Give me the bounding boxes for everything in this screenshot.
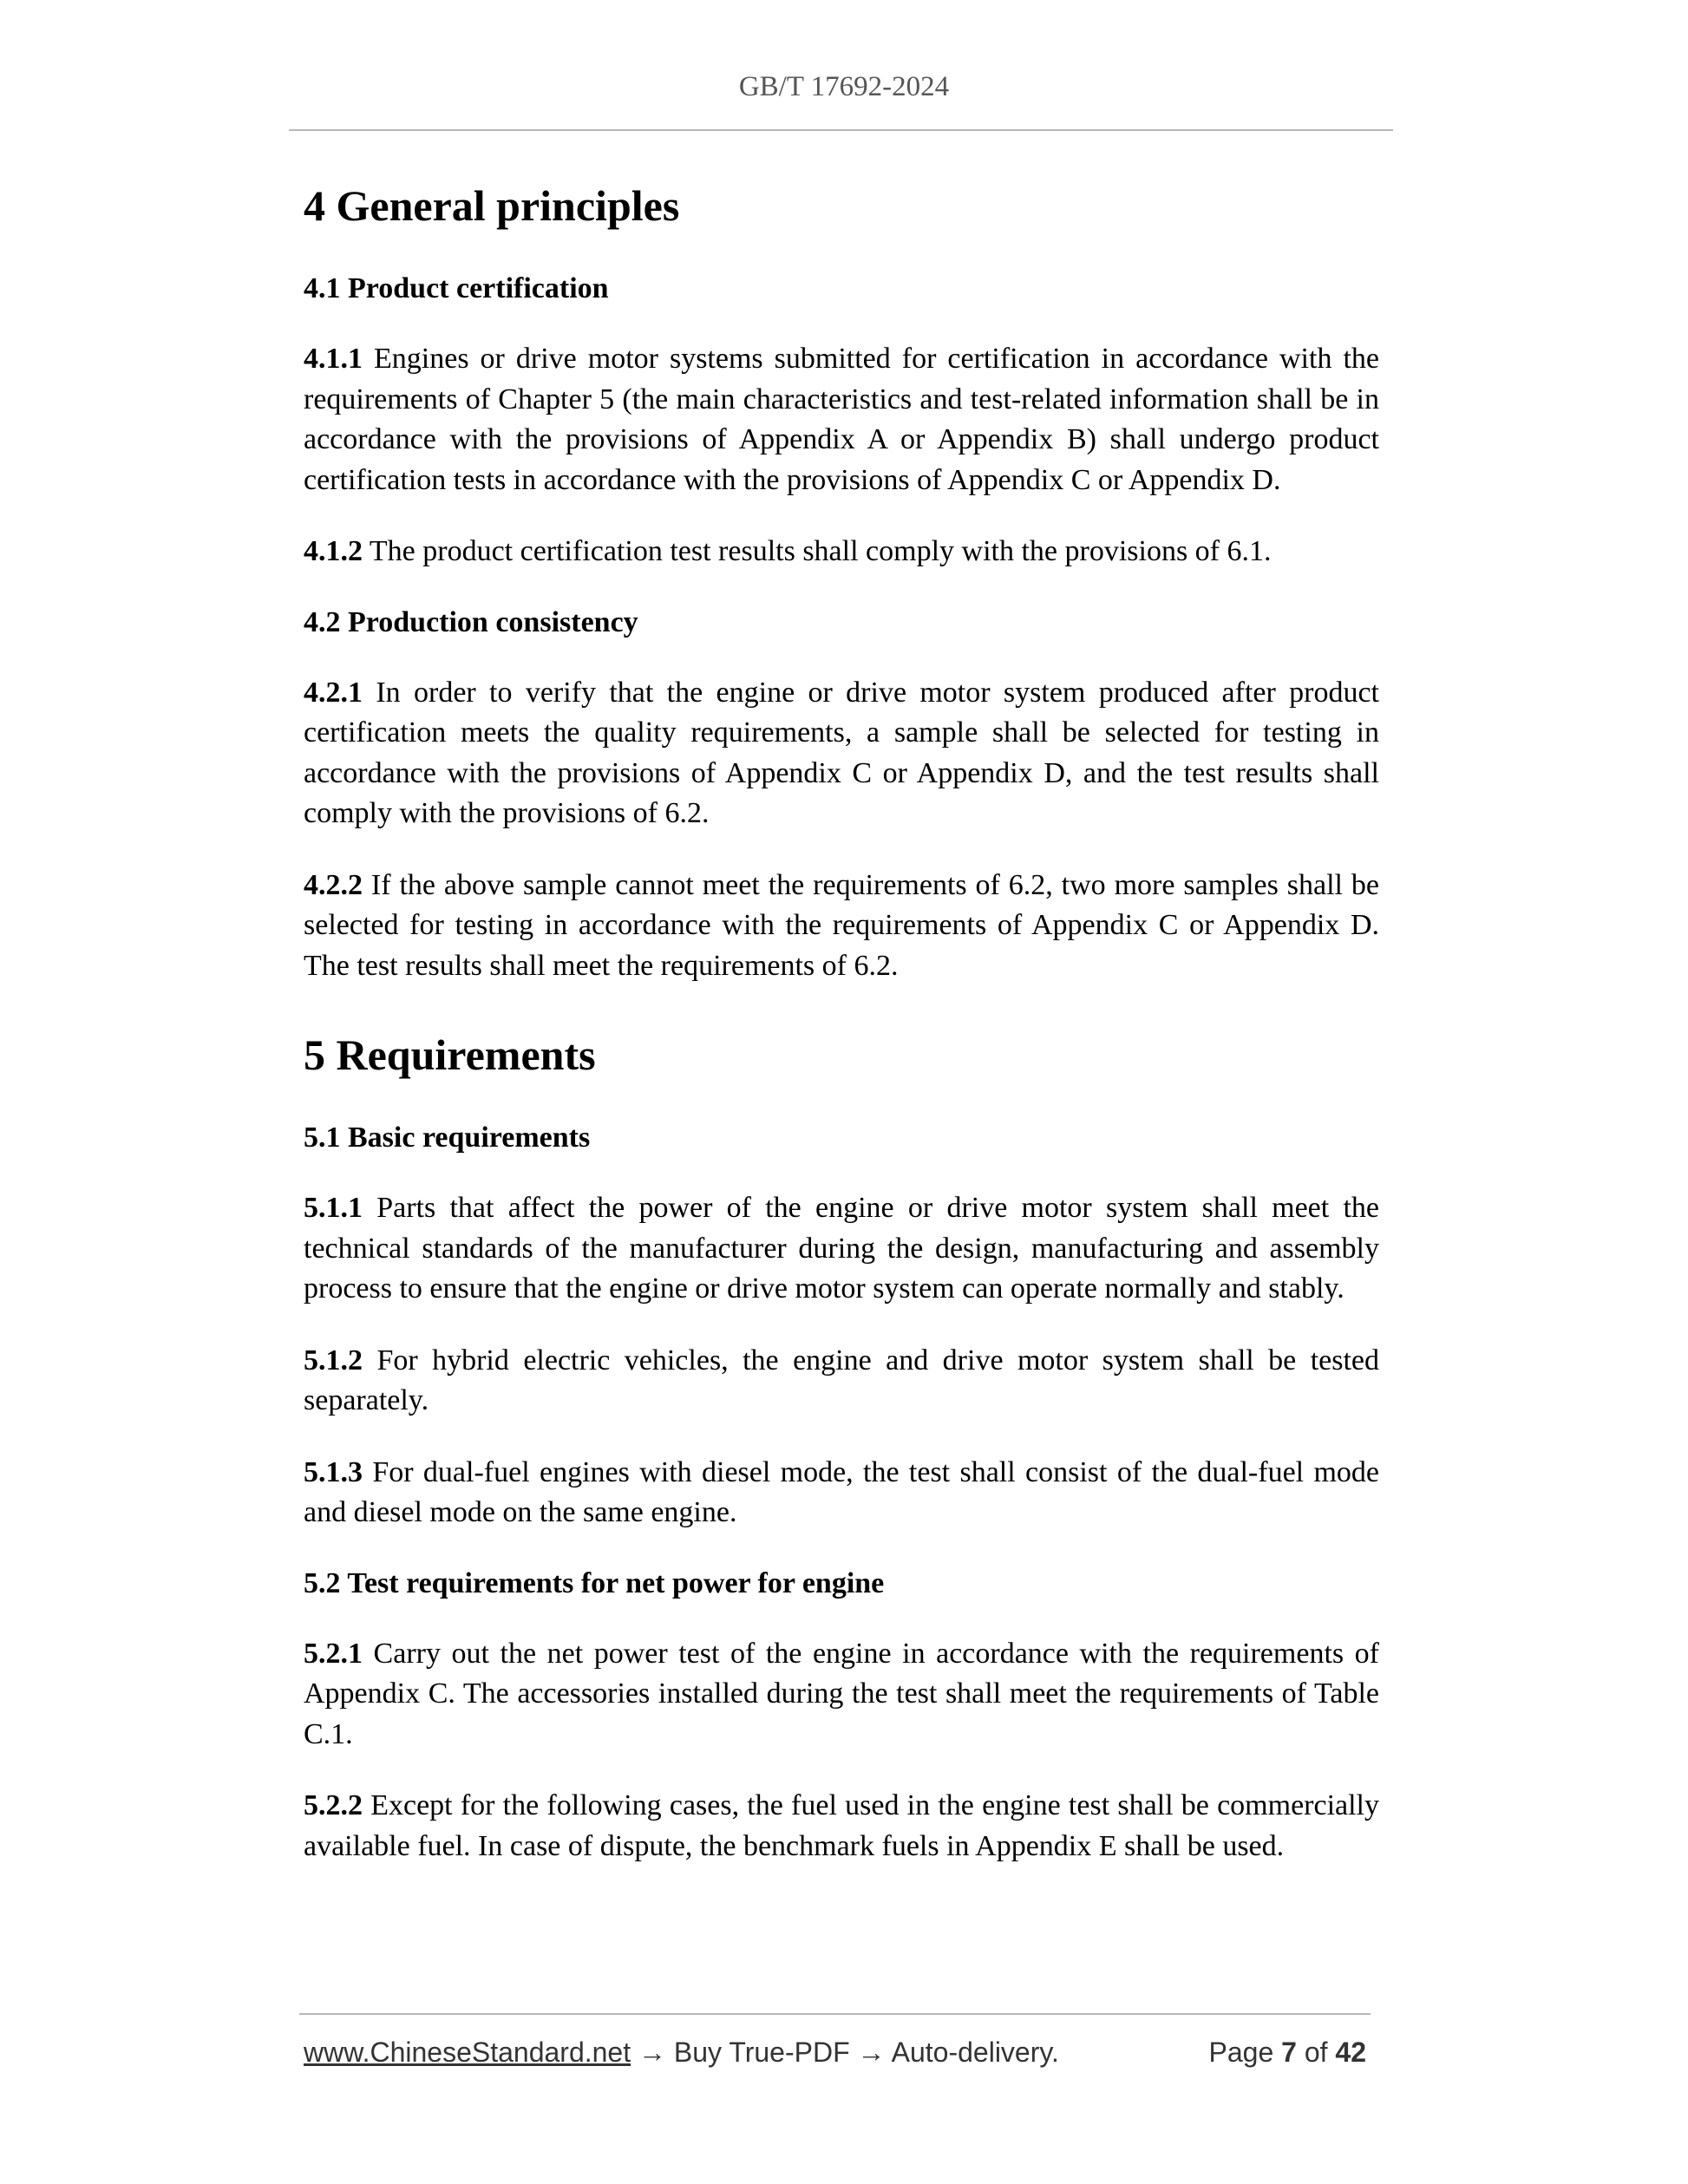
footer-promo (304, 2033, 1059, 2071)
clause-4-1-1 (304, 339, 1379, 500)
clause-5-2-1 (304, 1634, 1379, 1756)
clause-text: Carry out the net power test of the engine in accordance with the requirements of Appendix C. The accessories installed during the test shall meet the requirements of Table C.1. (304, 1637, 1379, 1750)
footer-divider (299, 2013, 1371, 2015)
section-5-2-heading: 5.2 Test requirements for net power for engine (304, 1566, 885, 1599)
page-footer (304, 2033, 1371, 2071)
clause-number: 5.1.1 (304, 1192, 363, 1224)
section-4-2-heading: 4.2 Production consistency (304, 605, 638, 638)
clause-number: 5.2.1 (304, 1637, 363, 1670)
page-body (304, 175, 1379, 1867)
clause-text: Except for the following cases, the fuel used in the engine test shall be commercially available fuel. In case of dispute, the benchmark fuels in Appendix E shall be used. (304, 1789, 1379, 1862)
clause-4-2-1 (304, 673, 1379, 834)
clause-number: 5.1.3 (304, 1455, 363, 1488)
clause-5-1-2 (304, 1341, 1379, 1422)
current-page: 7 (1281, 2037, 1297, 2068)
clause-text: For dual-fuel engines with diesel mode, the test shall consist of the dual-fuel mode and diesel mode on the same engine. (304, 1455, 1379, 1528)
clause-text: Parts that affect the power of the engine or drive motor system shall meet the technical standards of the manufacturer during the design, manufacturing and assembly process to ensure that the engine or drive motor system can operate normally and stably. (304, 1192, 1379, 1305)
page-indicator (1209, 2033, 1366, 2071)
clause-4-1-2 (304, 532, 1379, 572)
clause-text: Engines or drive motor systems submitted for certification in accordance with the requirements of Chapter 5 (the main characteristics and test-related information shall be in accordance with the provisions of Appendix A or Appendix B) shall undergo product certification tests in accordance with the provisions of Appendix C or Appendix D. (304, 343, 1379, 496)
clause-number: 4.1.1 (304, 343, 363, 375)
section-5-heading: 5 Requirements (304, 1030, 596, 1079)
running-header: GB/T 17692-2024 (738, 71, 950, 102)
section-5-1-heading: 5.1 Basic requirements (304, 1121, 591, 1154)
clause-number: 4.2.1 (304, 676, 363, 709)
clause-text: For hybrid electric vehicles, the engine and drive motor system shall be tested separately. (304, 1344, 1379, 1416)
clause-5-1-1 (304, 1188, 1379, 1310)
clause-number: 5.1.2 (304, 1344, 363, 1376)
clause-text: The product certification test results shall comply with the provisions of 6.1. (363, 535, 1272, 567)
chinesestandard-link[interactable]: www.ChineseStandard.net (304, 2037, 631, 2068)
section-4-1-heading: 4.1 Product certification (304, 272, 609, 304)
total-pages: 42 (1335, 2037, 1366, 2068)
header-divider (289, 129, 1393, 131)
section-4-heading: 4 General principles (304, 181, 680, 230)
page-of-label: of (1296, 2037, 1336, 2068)
page-label: Page (1208, 2037, 1282, 2068)
clause-number: 4.2.2 (304, 868, 363, 901)
clause-text: If the above sample cannot meet the requirements of 6.2, two more samples shall be selected for testing in accordance with the requirements of Appendix C or Appendix D. The test results shall meet the requirements of 6.2. (304, 868, 1379, 982)
clause-text: In order to verify that the engine or drive motor system produced after product certification meets the quality requirements, a sample shall be selected for testing in accordance with the provisions of Appendix C or Appendix D, and the test results shall comply with the provisions of 6.2. (304, 676, 1379, 829)
clause-number: 4.1.2 (304, 535, 363, 567)
clause-number: 5.2.2 (304, 1789, 363, 1821)
clause-5-2-2 (304, 1786, 1379, 1867)
clause-5-1-3 (304, 1453, 1379, 1533)
clause-4-2-2 (304, 866, 1379, 987)
footer-promo-text: → Buy True-PDF → Auto-delivery. (631, 2037, 1059, 2068)
